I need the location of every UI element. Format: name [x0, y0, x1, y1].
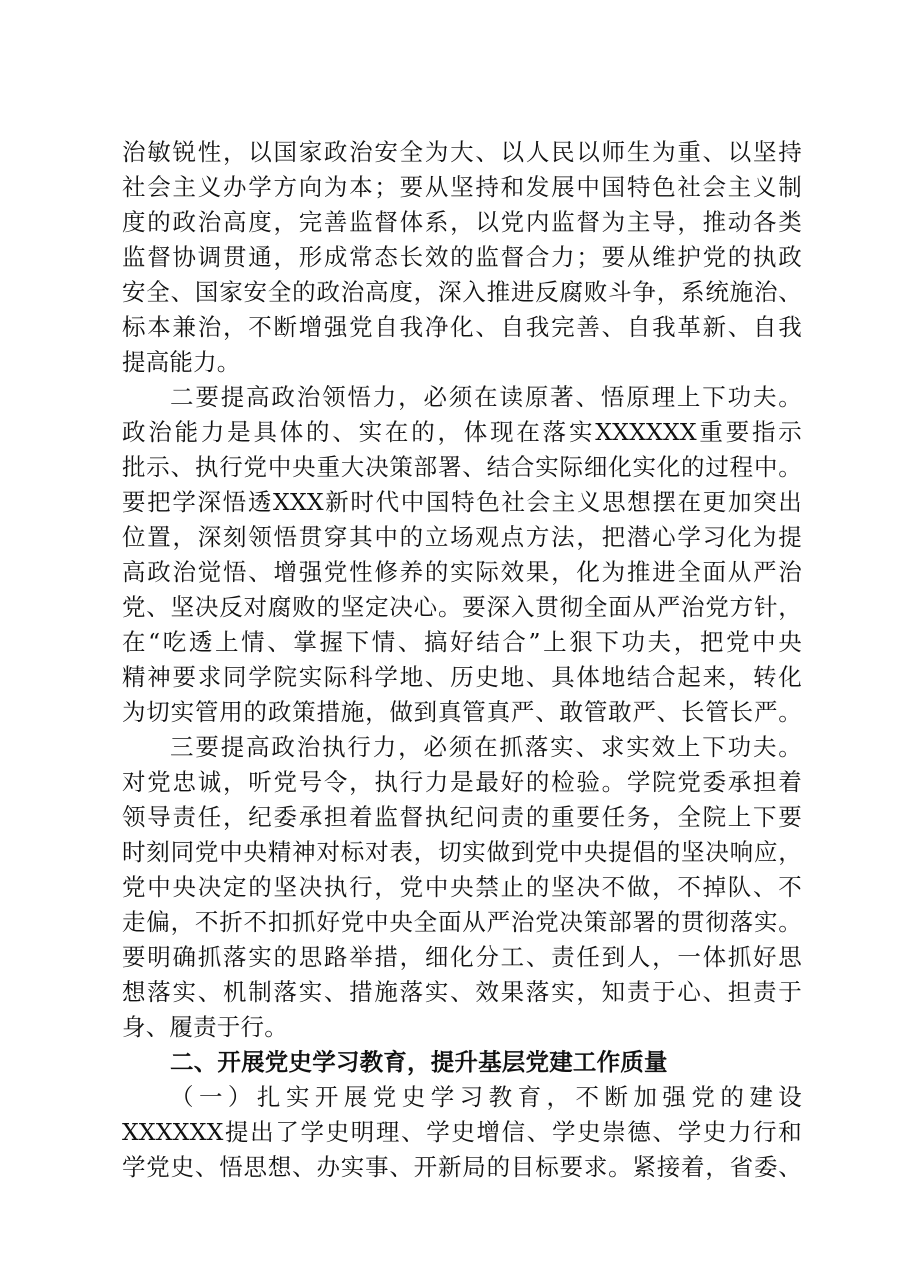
body-text-line: 要把学深悟透XXX新时代中国特色社会主义思想摆在更加突出: [122, 488, 802, 516]
body-text-line: 走偏，不折不扣抓好党中央全面从严治党决策部署的贯彻落实。: [122, 908, 802, 936]
body-text-line: 要明确抓落实的思路举措，细化分工、责任到人，一体抓好思: [122, 943, 802, 971]
body-text-line: 对党忠诚，听党号令，执行力是最好的检验。学院党委承担着: [122, 768, 802, 796]
body-text-line: 想落实、机制落实、措施落实、效果落实，知责于心、担责于: [122, 978, 802, 1006]
body-text-line: 度的政治高度，完善监督体系，以党内监督为主导，推动各类: [122, 208, 802, 236]
body-text-line: 位置，深刻领悟贯穿其中的立场观点方法，把潜心学习化为提: [122, 523, 802, 551]
body-text-line: 批示、执行党中央重大决策部署、结合实际细化实化的过程中。: [122, 453, 802, 481]
body-text-line: 精神要求同学院实际科学地、历史地、具体地结合起来，转化: [122, 663, 802, 691]
body-text-line: 在“吃透上情、掌握下情、搞好结合”上狠下功夫，把党中央: [122, 628, 802, 656]
body-text-line: 学党史、悟思想、办实事、开新局的目标要求。紧接着，省委、: [122, 1153, 802, 1181]
body-text-line: 时刻同党中央精神对标对表，切实做到党中央提倡的坚决响应，: [122, 838, 802, 866]
body-text-line: XXXXXX提出了学史明理、学史增信、学史崇德、学史力行和: [122, 1118, 802, 1146]
subsection-heading: （一）扎实开展党史学习教育，不断加强党的建设: [170, 1083, 802, 1111]
body-text-line: 治敏锐性，以国家政治安全为大、以人民以师生为重、以坚持: [122, 138, 802, 166]
body-text-line: 高政治觉悟、增强党性修养的实际效果，化为推进全面从严治: [122, 558, 802, 586]
body-text-line: 社会主义办学方向为本；要从坚持和发展中国特色社会主义制: [122, 173, 802, 201]
section-heading: 二、开展党史学习教育，提升基层党建工作质量: [170, 1048, 668, 1076]
body-text-line: 监督协调贯通，形成常态长效的监督合力；要从维护党的执政: [122, 243, 802, 271]
body-text-line: 党中央决定的坚决执行，党中央禁止的坚决不做，不掉队、不: [122, 873, 802, 901]
paragraph-first-line: 二要提高政治领悟力，必须在读原著、悟原理上下功夫。: [170, 383, 802, 411]
body-text-line: 领导责任，纪委承担着监督执纪问责的重要任务，全院上下要: [122, 803, 802, 831]
body-text-line: 标本兼治，不断增强党自我净化、自我完善、自我革新、自我: [122, 313, 802, 341]
body-text-line: 为切实管用的政策措施，做到真管真严、敢管敢严、长管长严。: [122, 698, 802, 726]
body-text-line: 安全、国家安全的政治高度，深入推进反腐败斗争，系统施治、: [122, 278, 802, 306]
body-text-line: 身、履责于行。: [122, 1013, 288, 1041]
body-text-line: 党、坚决反对腐败的坚定决心。要深入贯彻全面从严治党方针，: [122, 593, 802, 621]
paragraph-first-line: 三要提高政治执行力，必须在抓落实、求实效上下功夫。: [170, 733, 802, 761]
body-text-line: 提高能力。: [122, 348, 241, 376]
body-text-line: 政治能力是具体的、实在的，体现在落实XXXXXX重要指示: [122, 418, 802, 446]
